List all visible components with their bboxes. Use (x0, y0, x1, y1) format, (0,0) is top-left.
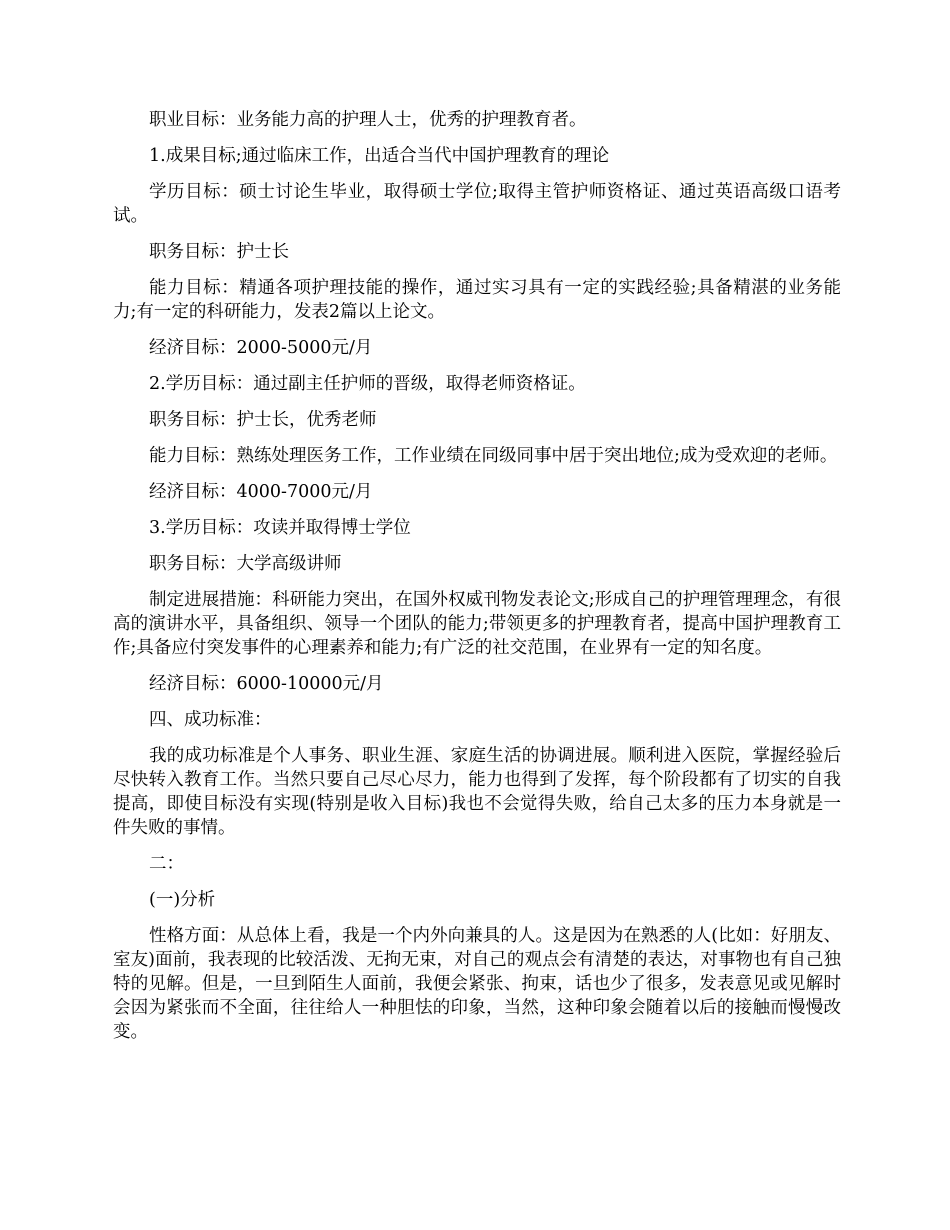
paragraph-ability-goal-2: 能力目标：熟练处理医务工作，工作业绩在同级同事中居于突出地位;成为受欢迎的老师。 (149, 446, 838, 466)
paragraph-economic-goal-1: 经济目标：2000-5000元/月 (149, 338, 373, 358)
paragraph-position-goal-2: 职务目标：护士长，优秀老师 (149, 410, 377, 430)
paragraph-economic-goal-2: 经济目标：4000-7000元/月 (149, 482, 373, 502)
paragraph-career-goal: 职业目标：业务能力高的护理人士，优秀的护理教育者。 (149, 110, 587, 130)
paragraph-development-measures: 制定进展措施：科研能力突出，在国外权威刊物发表论文;形成自己的护理管理理念，有很高的演讲水平，具备组织、领导一个团队的能力;带领更多的护理教育者，提高中国护理教育工作;具备应付突发事件的心理素养和能力;有广泛的社交范围，在业界有一定的知名度。 (113, 590, 841, 658)
section-heading-success-criteria: 四、成功标准： (149, 710, 272, 730)
paragraph-outcome-goal: 1.成果目标;通过临床工作，出适合当代中国护理教育的理论 (149, 146, 610, 166)
paragraph-education-goal-1: 学历目标：硕士讨论生毕业，取得硕士学位;取得主管护师资格证、通过英语高级口语考试。 (113, 182, 841, 226)
section-heading-analysis: (一)分析 (149, 890, 216, 910)
paragraph-education-goal-2: 2.学历目标：通过副主任护师的晋级，取得老师资格证。 (149, 374, 586, 394)
paragraph-position-goal-3: 职务目标：大学高级讲师 (149, 554, 342, 574)
document-body (113, 108, 841, 1056)
paragraph-position-goal-1: 职务目标：护士长 (149, 242, 289, 262)
paragraph-education-goal-3: 3.学历目标：攻读并取得博士学位 (149, 518, 411, 538)
paragraph-economic-goal-3: 经济目标：6000-10000元/月 (149, 674, 384, 694)
paragraph-personality: 性格方面：从总体上看，我是一个内外向兼具的人。这是因为在熟悉的人(比如：好朋友、室友)面前，我表现的比较活泼、无拘无束，对自己的观点会有清楚的表达，对事物也有自己独特的见解。但是，一旦到陌生人面前，我便会紧张、拘束，话也少了很多，发表意见或见解时会因为紧张而不全面，往往给人一种胆怯的印象，当然，这种印象会随着以后的接触而慢慢改变。 (113, 926, 841, 1042)
section-heading-two: 二： (149, 854, 184, 874)
paragraph-success-criteria: 我的成功标准是个人事务、职业生涯、家庭生活的协调进展。顺利进入医院，掌握经验后尽快转入教育工作。当然只要自己尽心尽力，能力也得到了发挥，每个阶段都有了切实的自我提高，即使目标没有实现(特别是收入目标)我也不会觉得失败，给自己太多的压力本身就是一件失败的事情。 (113, 746, 841, 838)
paragraph-ability-goal-1: 能力目标：精通各项护理技能的操作，通过实习具有一定的实践经验;具备精湛的业务能力;有一定的科研能力，发表2篇以上论文。 (113, 278, 841, 322)
